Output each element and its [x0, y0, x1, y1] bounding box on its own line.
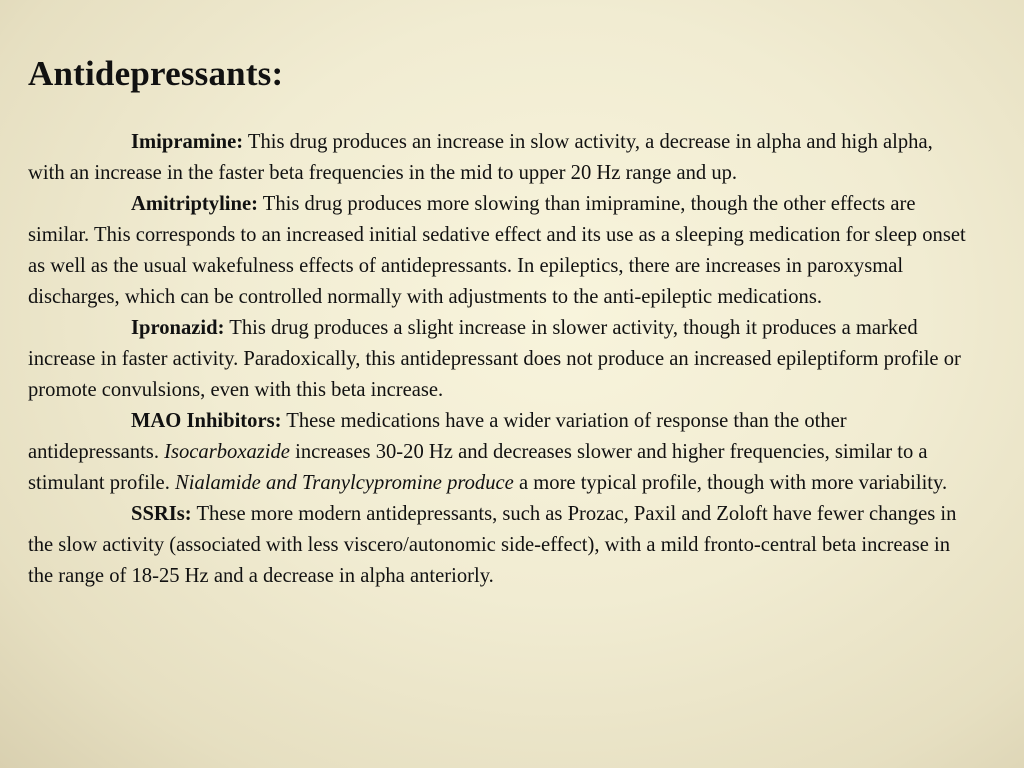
paragraph-ssris — [28, 499, 968, 592]
text-mao-inhibitors-2: increases 30-20 Hz and decreases slower and higher frequencies, similar to a stimulant profile. — [28, 441, 928, 494]
slide-title: Antidepressants: — [28, 54, 284, 93]
slide-body — [28, 127, 968, 592]
term-imipramine: Imipramine: — [131, 131, 244, 153]
text-ssris: These more modern antidepressants, such as Prozac, Paxil and Zoloft have fewer changes in the slow activity (associated with less viscero/autonomic side-effect), with a mild fronto-central beta increase in the range of 18-25 Hz and a decrease in alpha anteriorly. — [28, 503, 957, 587]
term-ipronazid: Ipronazid: — [131, 317, 225, 339]
text-mao-inhibitors-1: These medications have a wider variation of response than the other antidepressants. — [28, 410, 847, 463]
paragraph-mao-inhibitors — [28, 406, 968, 499]
paragraph-imipramine — [28, 127, 968, 189]
term-amitriptyline: Amitriptyline: — [131, 193, 258, 215]
text-imipramine: This drug produces an increase in slow activity, a decrease in alpha and high alpha, with an increase in the faster beta frequencies in the mid to upper 20 Hz range and up. — [28, 131, 933, 184]
paragraph-ipronazid — [28, 313, 968, 406]
drug-nialamide-tranylcypromine: Nialamide and Tranylcypromine produce — [175, 472, 514, 494]
term-mao-inhibitors: MAO Inhibitors: — [131, 410, 282, 432]
paragraph-amitriptyline — [28, 189, 968, 313]
drug-isocarboxazide: Isocarboxazide — [164, 441, 290, 463]
text-amitriptyline: This drug produces more slowing than imipramine, though the other effects are similar. This corresponds to an increased initial sedative effect and its use as a sleeping medication for sleep onset as well as the usual wakefulness effects of antidepressants. In epileptics, there are increases in paroxysmal discharges, which can be controlled normally with adjustments to the anti-epileptic medications. — [28, 193, 966, 308]
term-ssris: SSRIs: — [131, 503, 192, 525]
text-ipronazid: This drug produces a slight increase in slower activity, though it produces a marked increase in faster activity. Paradoxically, this antidepressant does not produce an increased epileptiform profile or promote convulsions, even with this beta increase. — [28, 317, 961, 401]
text-mao-inhibitors-3: a more typical profile, though with more variability. — [513, 472, 948, 494]
